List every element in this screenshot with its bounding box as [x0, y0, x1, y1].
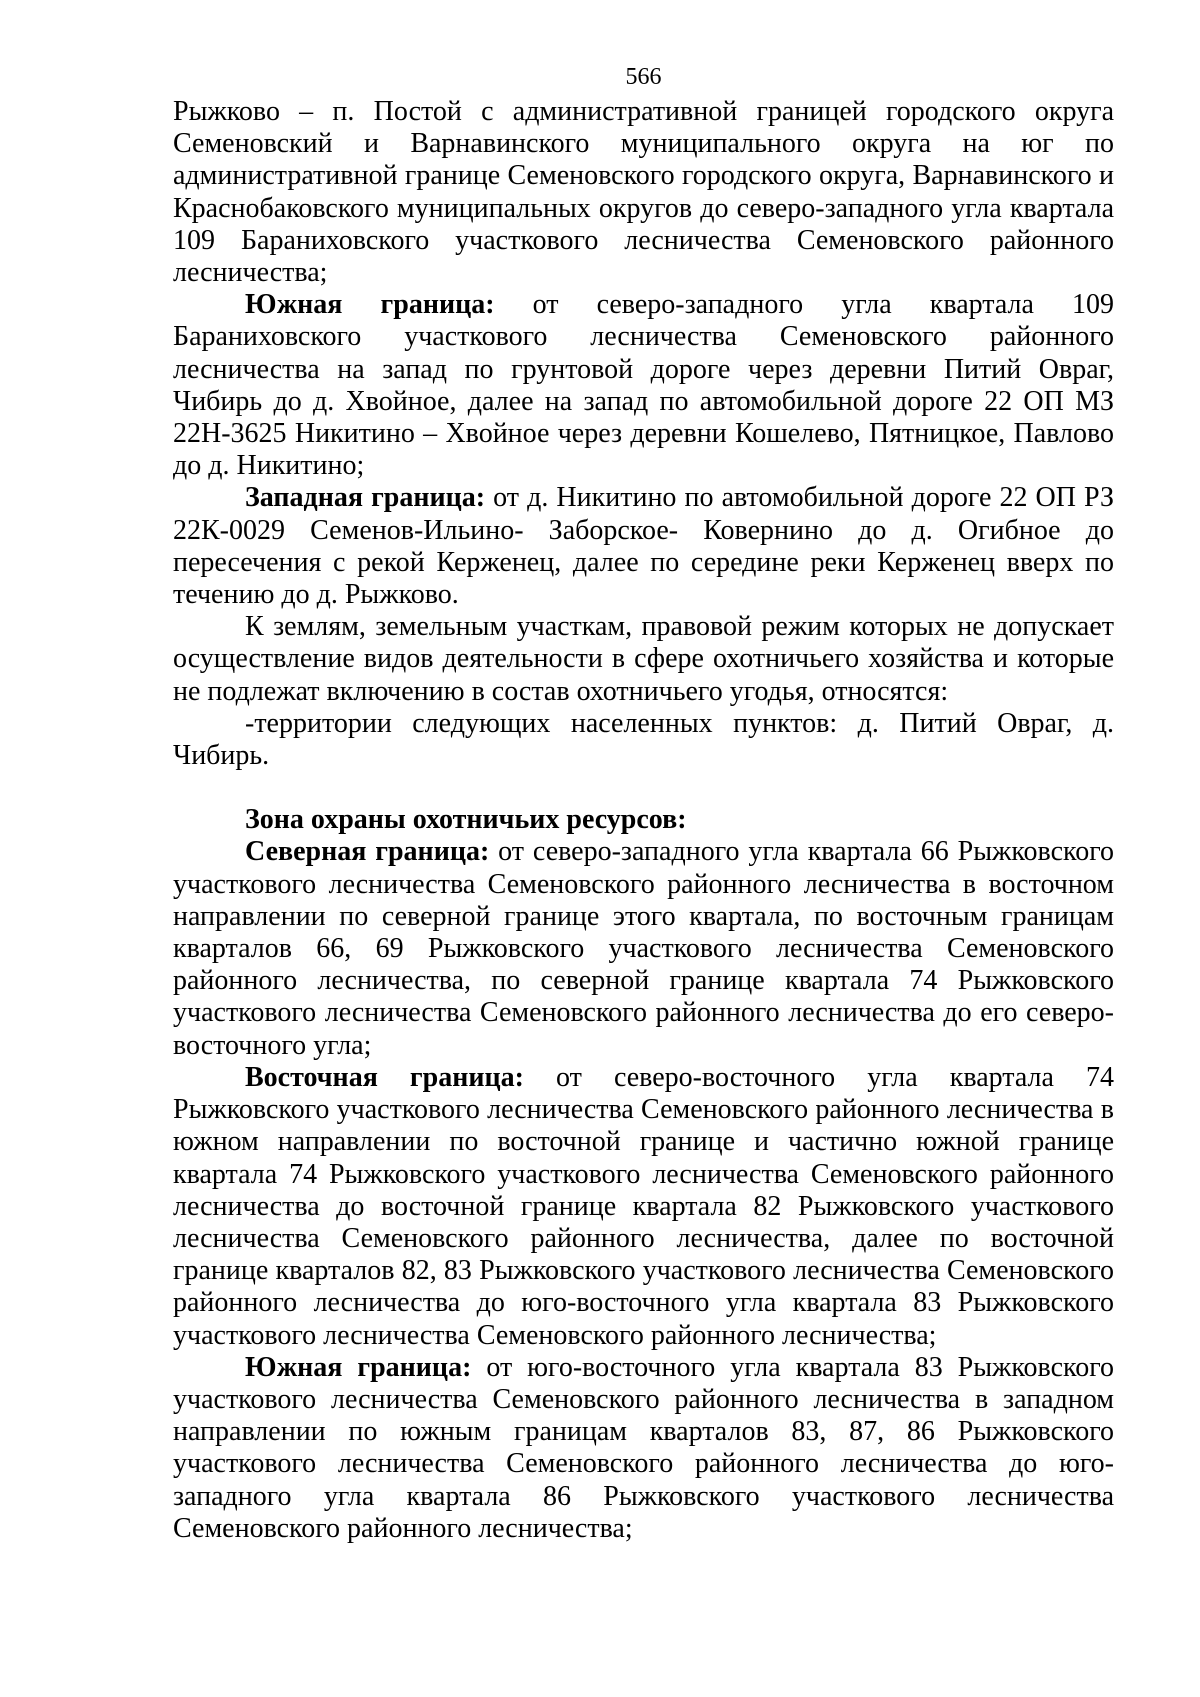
- paragraph-excluded-lands: К землям, земельным участкам, правовой режим которых не допускает осуществление видов деятельности в сфере охотничьего хозяйства и которые не подлежат включению в состав охотничьего угодья, относятся:: [173, 611, 1114, 707]
- document-page: [173, 62, 1114, 1545]
- page-number: 566: [625, 64, 662, 90]
- zone-heading: Зона охраны охотничьих ресурсов:: [245, 804, 687, 836]
- paragraph-zone-south: [173, 1352, 1114, 1545]
- zone-east-text: от северо-восточного угла квартала 74 Рыжковского участкового лесничества Семеновского районного лесничества в южном направлении по восточной границе и частично южной границе квартала 74 Рыжковского участкового лесничества Семеновского районного лесничества до восточной границе квартала 82 Рыжковского участкового лесничества Семеновского районного лесничества, далее по восточной границе кварталов 82, 83 Рыжковского участкового лесничества Семеновского районного лесничества до юго-восточного угла квартала 83 Рыжковского участкового лесничества Семеновского районного лесничества;: [173, 1061, 1114, 1351]
- zone-south-label: Южная граница:: [245, 1351, 472, 1383]
- zone-east-label: Восточная граница:: [245, 1061, 524, 1093]
- zone-south-text: от юго-восточного угла квартала 83 Рыжковского участкового лесничества Семеновского районного лесничества в западном направлении по южным границам кварталов 83, 87, 86 Рыжковского участкового лесничества Семеновского районного лесничества до юго-западного угла квартала 86 Рыжковского участкового лесничества Семеновского районного лесничества;: [173, 1351, 1114, 1544]
- paragraph-zone-north: [173, 836, 1114, 1061]
- paragraph-west-boundary: [173, 482, 1114, 611]
- south-boundary-text: от северо-западного угла квартала 109 Бараниховского участкового лесничества Семеновского районного лесничества на запад по грунтовой дороге через деревни Питий Овраг, Чибирь до д. Хвойное, далее на запад по автомобильной дороге 22 ОП МЗ 22Н-3625 Никитино – Хвойное через деревни Кошелево, Пятницкое, Павлово до д. Никитино;: [173, 289, 1114, 482]
- west-boundary-text: от д. Никитино по автомобильной дороге 22 ОП РЗ 22К-0029 Семенов-Ильино- Заборское- Ковернино до д. Огибное до пересечения с рекой Керженец, далее по середине реки Керженец вверх по течению до д. Рыжково.: [173, 482, 1114, 611]
- zone-north-label: Северная граница:: [245, 836, 490, 868]
- west-boundary-label: Западная граница:: [245, 482, 486, 514]
- paragraph-settlements: -территории следующих населенных пунктов: д. Питий Овраг, д. Чибирь.: [173, 707, 1114, 772]
- paragraph-zone-east: [173, 1062, 1114, 1352]
- zone-north-text: от северо-западного угла квартала 66 Рыжковского участкового лесничества Семеновского районного лесничества в восточном направлении по северной границе этого квартала, по восточным границам кварталов 66, 69 Рыжковского участкового лесничества Семеновского районного лесничества, по северной границе квартала 74 Рыжковского участкового лесничества Семеновского районного лесничества до его северо-восточного угла;: [173, 836, 1115, 1061]
- spacer: [173, 772, 1114, 804]
- south-boundary-label: Южная граница:: [245, 289, 495, 321]
- paragraph-boundary-continuation: Рыжково – п. Постой с административной границей городского округа Семеновский и Варнавинского муниципального округа на юг по административной границе Семеновского городского округа, Варнавинского и Краснобаковского муниципальных округов до северо-западного угла квартала 109 Бараниховского участкового лесничества Семеновского районного лесничества;: [173, 96, 1114, 289]
- paragraph-south-boundary: [173, 289, 1114, 482]
